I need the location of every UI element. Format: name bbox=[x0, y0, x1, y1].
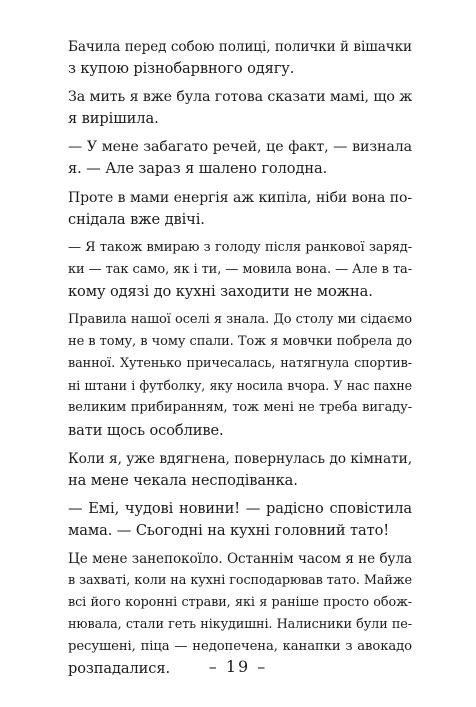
body-text bbox=[68, 36, 412, 687]
text-line: За мить я вже була готова сказати мамі, що ж bbox=[68, 89, 413, 106]
text-line: в захваті, коли на кухні господарював тато. Майже bbox=[68, 573, 412, 589]
paragraph bbox=[68, 136, 412, 180]
paragraph bbox=[68, 36, 412, 80]
page-number: – 19 – bbox=[208, 657, 268, 676]
text-line: я. — Але зараз я шалено голодна. bbox=[68, 160, 328, 178]
text-line: кому одязі до кухні заходити не можна. bbox=[68, 282, 373, 300]
text-line: Проте в мами енергія аж кипіла, ніби вона по- bbox=[68, 189, 412, 206]
text-line: Це мене занепокоїло. Останнім часом я не була bbox=[68, 550, 412, 567]
text-line: — Емі, чудові новини! — радісно сповістила bbox=[68, 499, 412, 517]
text-line: вати щось особливе. bbox=[68, 421, 224, 439]
text-line: розпадалися. bbox=[68, 660, 171, 678]
text-line: не в тому, в чому спали. Тож я мовчки побрела до bbox=[68, 334, 412, 350]
text-line: ресушені, піца — недопечена, канапки з авокадо bbox=[68, 639, 412, 655]
paragraph bbox=[68, 86, 412, 130]
text-line: мама. — Сьогодні на кухні головний тато! bbox=[68, 521, 390, 539]
text-line: всі його коронні страви, які я раніше просто обож- bbox=[68, 595, 412, 611]
text-line: Бачила перед собою полиці, полички й вішачки bbox=[68, 39, 412, 55]
text-line: на мене чекала несподіванка. bbox=[68, 471, 298, 489]
text-line: Коли я, уже вдягнена, повернулась до кімнати, bbox=[68, 450, 412, 467]
text-line: нювала, стали геть нікудишні. Налисники були пе- bbox=[68, 617, 412, 633]
paragraph bbox=[68, 187, 412, 231]
paragraph bbox=[68, 448, 412, 492]
text-line: я вирішила. bbox=[68, 110, 159, 128]
text-line: — Я також вмираю з голоду після ранкової заряд- bbox=[68, 239, 412, 255]
text-line: ні штани і футболку, яку носила вчора. У нас пахне bbox=[68, 378, 412, 394]
paragraph bbox=[68, 498, 412, 542]
text-line: ванної. Хутенько причесалась, натягнула спортив- bbox=[68, 356, 412, 372]
text-line: великим прибиранням, тож мені не треба вигаду- bbox=[68, 400, 412, 416]
text-line: снідала вже двічі. bbox=[68, 210, 205, 228]
text-line: з купою різнобарвного одягу. bbox=[68, 60, 295, 78]
paragraph bbox=[68, 237, 412, 303]
text-line: Правила нашої оселі я знала. До столу ми сідаємо bbox=[68, 312, 412, 328]
paragraph bbox=[68, 309, 412, 442]
text-line: — У мене забагато речей, це факт, — визнала bbox=[68, 139, 412, 156]
text-line: ки — так само, як і ти, — мовила вона. — Але в та- bbox=[68, 261, 412, 277]
